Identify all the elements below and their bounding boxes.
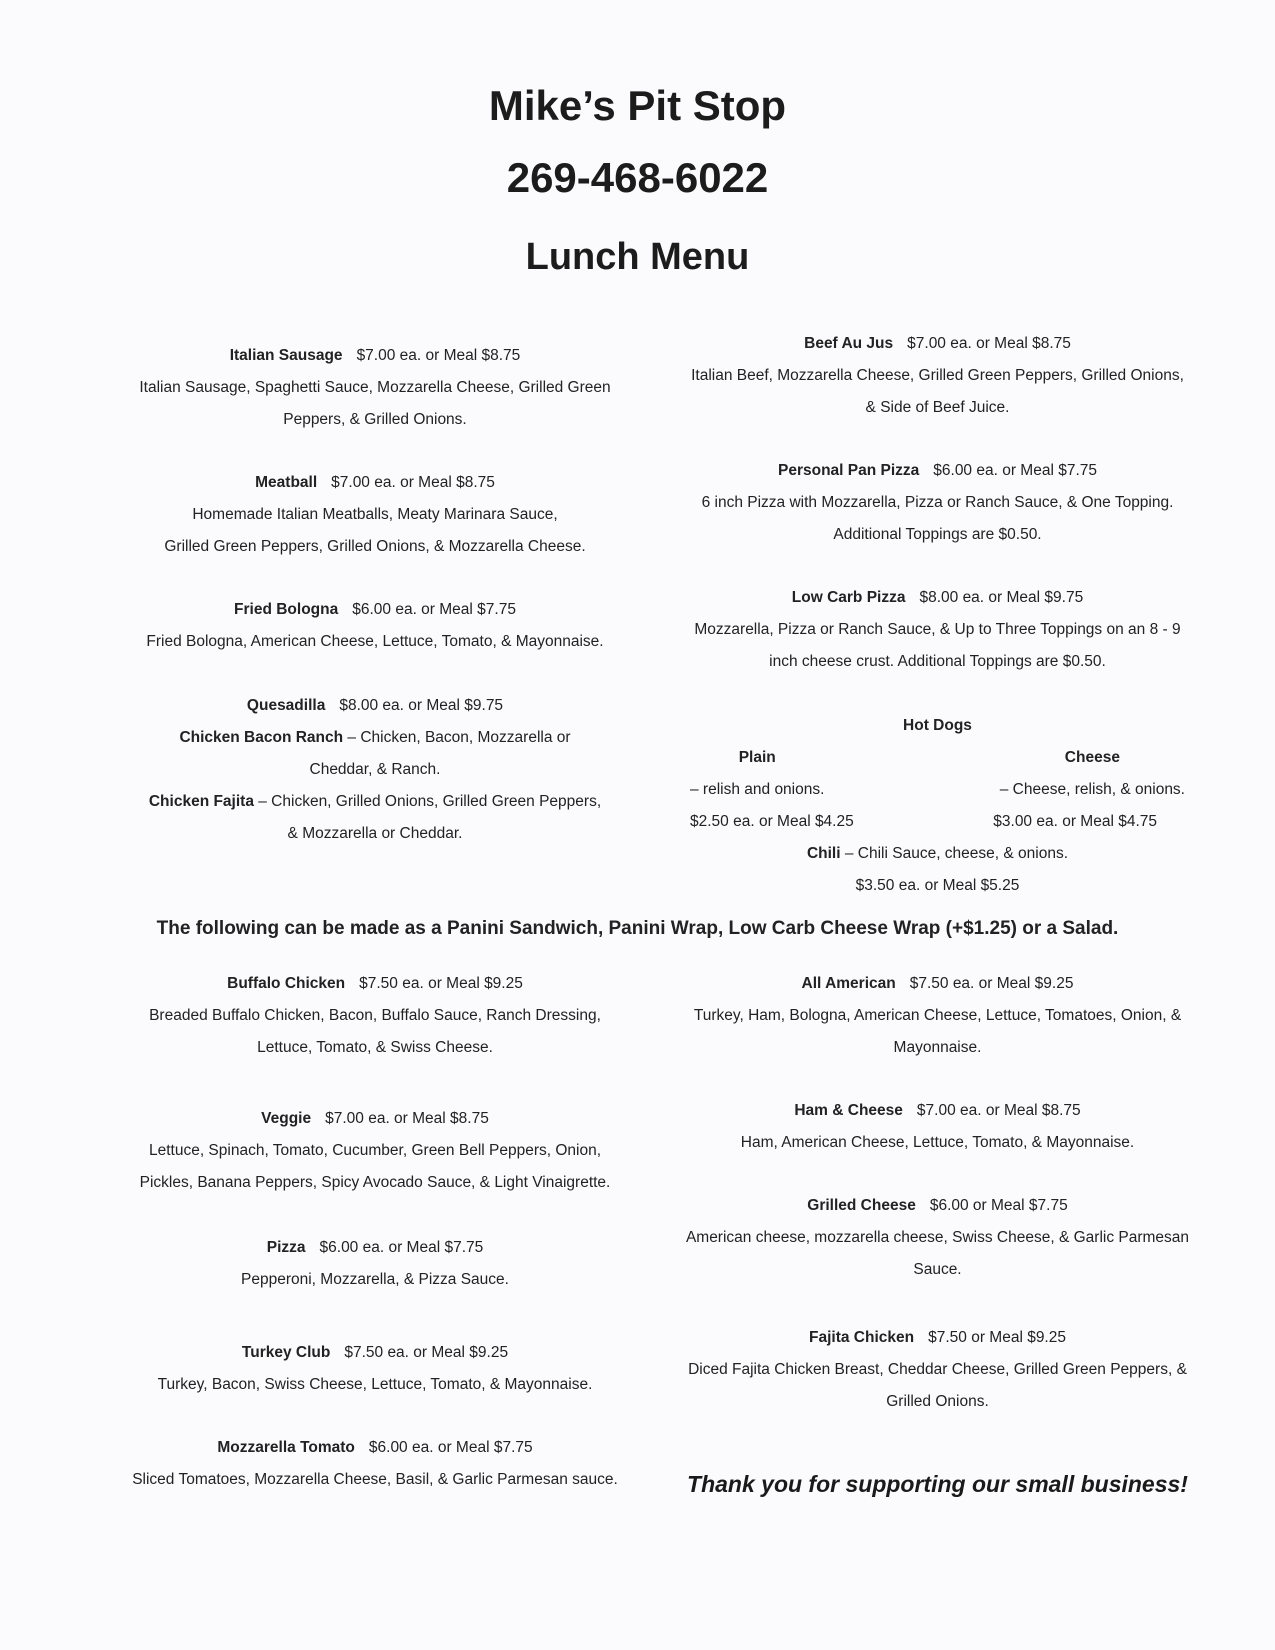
variant-desc: – Chicken, Grilled Onions, Grilled Green Peppers, [253,793,602,810]
variant-desc: – Chili Sauce, cheese, & onions. [840,845,1069,862]
item-name: Veggie [261,1110,312,1127]
menu-item-grilled-cheese [665,1190,1210,1286]
item-price: $7.00 ea. or Meal $8.75 [331,474,495,491]
item-desc: Ham, American Cheese, Lettuce, Tomato, & Mayonnaise. [740,1134,1135,1151]
item-price: $7.00 ea. or Meal $8.75 [356,347,521,364]
left-bottom-column [110,0,640,1650]
item-desc: Grilled Green Peppers, Grilled Onions, & Mozzarella Cheese. [164,538,586,555]
item-price: $7.00 ea. or Meal $8.75 [907,335,1071,352]
item-name: Meatball [255,474,318,491]
item-name: Mozzarella Tomato [217,1439,355,1456]
right-bottom-column [665,0,1210,1650]
item-desc: American cheese, mozzarella cheese, Swiss Cheese, & Garlic Parmesan [685,1229,1190,1246]
item-desc: Lettuce, Spinach, Tomato, Cucumber, Green Bell Peppers, Onion, [148,1142,602,1159]
item-desc: Homemade Italian Meatballs, Meaty Marinara Sauce, [192,506,558,523]
item-name: Ham & Cheese [794,1102,903,1119]
item-desc: Additional Toppings are $0.50. [833,526,1042,543]
item-desc: Turkey, Bacon, Swiss Cheese, Lettuce, Tomato, & Mayonnaise. [157,1376,593,1393]
menu-item-turkey-club [110,1337,640,1401]
menu-item-buffalo-chicken [110,968,640,1064]
panini-note: The following can be made as a Panini Sandwich, Panini Wrap, Low Carb Cheese Wrap (+$1.25) or a Salad. [156,918,1119,939]
item-desc: Peppers, & Grilled Onions. [283,411,467,428]
menu-item-pizza [110,1232,640,1296]
item-name: Low Carb Pizza [791,589,906,606]
menu-item-fajita-chicken [665,1322,1210,1418]
item-price: $3.00 ea. or Meal $4.75 [993,813,1157,830]
item-name: Pizza [266,1239,306,1256]
item-name: Personal Pan Pizza [777,462,920,479]
item-price: $7.50 or Meal $9.25 [928,1329,1066,1346]
item-desc: inch cheese crust. Additional Toppings are $0.50. [769,653,1106,670]
item-name: Fajita Chicken [809,1329,915,1346]
menu-item-all-american [665,968,1210,1064]
restaurant-name: Mike’s Pit Stop [488,82,787,129]
item-name: Quesadilla [246,697,326,714]
item-price: $7.50 ea. or Meal $9.25 [344,1344,509,1361]
item-name: Buffalo Chicken [227,975,346,992]
item-desc: 6 inch Pizza with Mozzarella, Pizza or Ranch Sauce, & One Topping. [701,494,1174,511]
item-desc: Grilled Onions. [886,1393,989,1410]
menu-title: Lunch Menu [525,236,750,278]
variant-label: Cheese [1064,749,1120,766]
item-price: $3.50 ea. or Meal $5.25 [855,877,1020,894]
item-desc: Diced Fajita Chicken Breast, Cheddar Cheese, Grilled Green Peppers, & [688,1361,1187,1378]
item-name: All American [801,975,896,992]
variant-desc: & Mozzarella or Cheddar. [287,825,463,842]
item-desc: Fried Bologna, American Cheese, Lettuce, Tomato, & Mayonnaise. [146,633,604,650]
item-name: Grilled Cheese [807,1197,916,1214]
item-price: $7.00 ea. or Meal $8.75 [916,1102,1081,1119]
item-price: $2.50 ea. or Meal $4.25 [690,813,854,830]
variant-desc: – relish and onions. [690,781,825,798]
item-desc: Sliced Tomatoes, Mozzarella Cheese, Basil, & Garlic Parmesan sauce. [132,1471,618,1488]
variant-desc: – Chicken, Bacon, Mozzarella or [343,729,571,746]
item-desc: Breaded Buffalo Chicken, Bacon, Buffalo Sauce, Ranch Dressing, [149,1007,601,1024]
variant-desc: – Cheese, relish, & onions. [999,781,1185,798]
item-price: $7.00 ea. or Meal $8.75 [325,1110,489,1127]
item-price: $6.00 ea. or Meal $7.75 [319,1239,484,1256]
menu-item-ham-cheese [665,1095,1210,1159]
item-name: Turkey Club [241,1344,331,1361]
item-desc: Lettuce, Tomato, & Swiss Cheese. [257,1039,493,1056]
item-desc: Pickles, Banana Peppers, Spicy Avocado Sauce, & Light Vinaigrette. [139,1174,611,1191]
item-name: Italian Sausage [229,347,343,364]
item-price: $6.00 ea. or Meal $7.75 [352,601,516,618]
item-desc: Sauce. [913,1261,962,1278]
variant-label: Chicken Bacon Ranch [179,729,344,746]
variant-label: Plain [738,749,776,766]
hot-dogs-title: Hot Dogs [903,717,972,734]
variant-label: Chicken Fajita [148,793,254,810]
item-name: Fried Bologna [234,601,339,618]
item-desc: Mozzarella, Pizza or Ranch Sauce, & Up to Three Toppings on an 8 - 9 [694,621,1181,638]
item-price: $7.50 ea. or Meal $9.25 [359,975,523,992]
item-price: $6.00 or Meal $7.75 [929,1197,1068,1214]
phone-number: 269-468-6022 [506,154,769,201]
item-desc: Turkey, Ham, Bologna, American Cheese, Lettuce, Tomatoes, Onion, & [693,1007,1182,1024]
item-desc: Italian Beef, Mozzarella Cheese, Grilled Green Peppers, Grilled Onions, [691,367,1184,384]
item-price: $6.00 ea. or Meal $7.75 [933,462,1097,479]
item-desc: Mayonnaise. [893,1039,982,1056]
item-desc: Pepperoni, Mozzarella, & Pizza Sauce. [241,1271,509,1288]
variant-desc: Cheddar, & Ranch. [309,761,441,778]
variant-label: Chili [806,845,841,862]
item-price: $8.00 ea. or Meal $9.75 [339,697,504,714]
item-desc: Italian Sausage, Spaghetti Sauce, Mozzarella Cheese, Grilled Green [139,379,611,396]
item-price: $8.00 ea. or Meal $9.75 [919,589,1084,606]
thank-you-note: Thank you for supporting our small business! [687,1471,1188,1497]
menu-item-veggie [110,1103,640,1199]
item-price: $6.00 ea. or Meal $7.75 [368,1439,533,1456]
item-desc: & Side of Beef Juice. [865,399,1010,416]
item-name: Beef Au Jus [804,335,894,352]
menu-item-mozzarella-tomato [110,1432,640,1496]
item-price: $7.50 ea. or Meal $9.25 [909,975,1074,992]
